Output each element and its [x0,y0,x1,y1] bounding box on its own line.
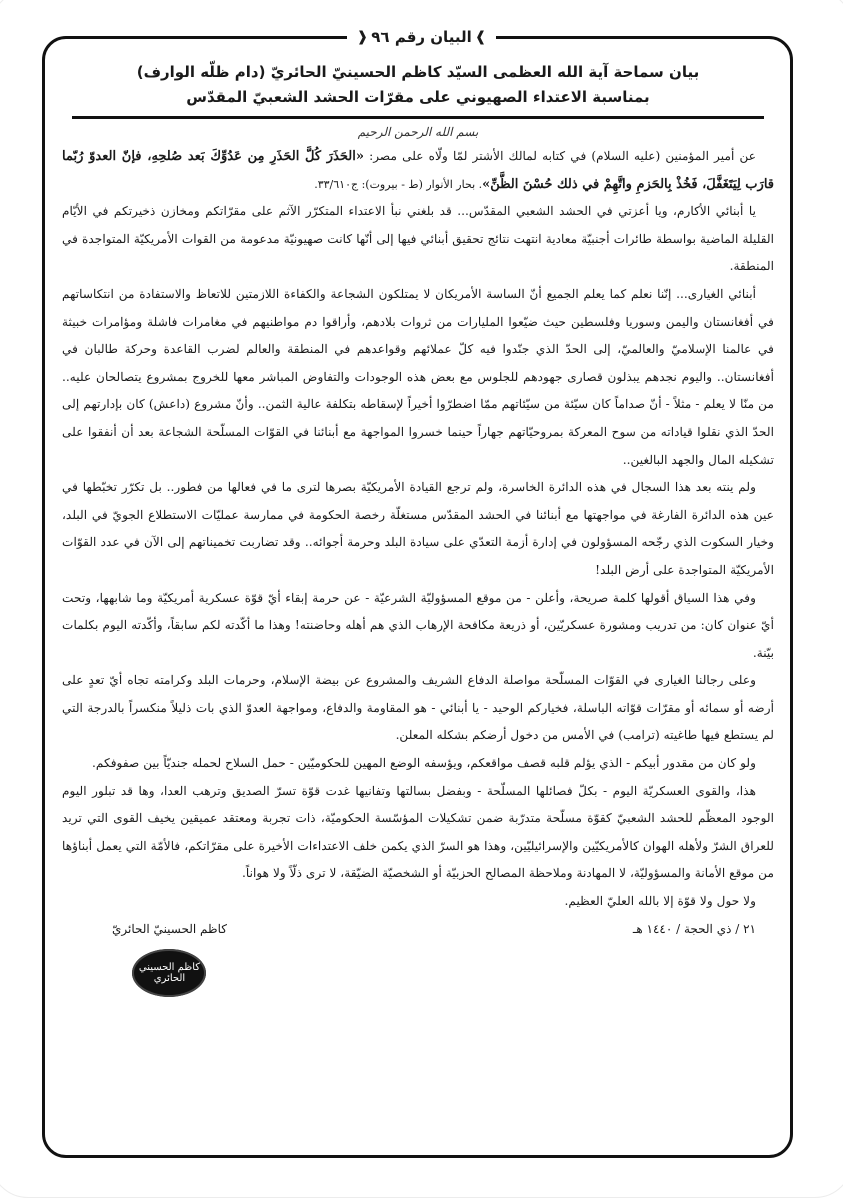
title-divider [72,116,764,119]
title-line-1: بيان سماحة آية الله العظمى السيّد كاظم الحسينيّ الحائريّ (دام ظلّه الوارف) [136,63,700,81]
closing-line: ولا حول ولا قوّة إلا بالله العليّ العظيم. [564,894,756,909]
intro-reference: . بحار الأنوار (ط - بيروت): ج٣٣/٦١٠. [314,177,483,191]
intro-paragraph [62,143,774,198]
body-paragraph: ولم ينته بعد هذا السجال في هذه الدائرة الخاسرة، ولم ترجع القيادة الأمريكيّة بصرها لترى ما في فعالها من فطور.. بل تكرّر تخبّطها في عين هذه الدائرة الفارغة في مواجهتها مع أبنائنا في الحشد المقدّس مستغلّة رخصة الحكومة في ممارسة عمليّات الاستطلاع الجويّ في البلد، وخيار السكوت الذي رجّحه المسؤولون في إدارة أزمة التعدّي على سيادة البلد وحرمة أجوائه.. وقد تضاربت تخميناتهم إلى الآن في عدد القوّات الأمريكيّة المتواجدة على أرض البلد! [62,480,774,577]
seal-stamp-icon [132,949,206,997]
document-body [62,60,774,997]
footer [62,917,774,997]
header-rule-left [117,36,347,39]
statement-number-header [0,30,843,44]
body-paragraph: وفي هذا السياق أقولها كلمة صريحة، وأعلن - من موقع المسؤوليّة الشرعيّة - عن حرمة إبقاء أيّ قوّة عسكرية أمريكيّة وما شابهها، وتحت أيّ عنوان كان: من تدريب ومشورة عسكريّين، أو ذريعة مكافحة الإرهاب الذي هم أهله وحاضنته! وهذا ما أكّدته لكم سابقاً، وأكّدته اليوم بكلمات بيّنة. [62,590,774,660]
seal-text: كاظم الحسيني الحائري [138,962,201,985]
body-paragraph: هذا، والقوى العسكريّة اليوم - بكلّ فصائلها المسلّحة - وبفضل بسالتها وتفانيها غدت قوّة تسرّ الصديق وترهب العدا، وها قد تبلور اليوم الوجود المعظّم للحشد الشعبيّ كقوّة مسلّحة متدرّبة ضمن تشكيلات المؤسّسة الحكوميّة، ذات تجربة ومعتقد عميقين يخيف القوى التي تريد للعراق الشرّ ولأهله الهوان كالأمريكيّين والإسرائيليّين، وهذا هو السرّ الذي يكمن خلف الاعتداءات الأخيرة على مقرّاتكم، فالأمّة التي يعمل أبناؤها من موقع الأمانة والمسؤوليّة، لا المهادنة وملاحظة المصالح الحزبيّة أو الشخصيّة الضيّقة، لا ترى ذلّاً ولا هواناً. [62,783,774,881]
body-paragraph: أبنائي الغيارى... إنّنا نعلم كما يعلم الجميع أنّ الساسة الأمريكان لا يمتلكون الشجاعة والكفاءة اللازمتين للاتعاظ والاستفادة من انتكاساتهم في أفغانستان واليمن وسوريا وفلسطين حيث ضيّعوا المليارات من ثروات بلادهم، وأراقوا دم مواطنيهم في مغامرات فاشلة ومؤامرات خبيثة في عالمنا الإسلاميّ والعالميّ، إلى الحدّ الذي جنّدوا فيه كلّ عملائهم وقواعدهم في المنطقة والعالم لضرب القاعدة وحركة طالبان في أفغانستان.. واليوم نجدهم يبذلون قصارى جهودهم للجلوس مع بعض هذه الوجودات والتفاوض المباشر معها للخروج بمشروع يتصالحان عليه.. من منّا لا يعلم - مثلاً - أنّ صداماً كان سيّئة من سيّئاتهم ممّا اضطرّوا أخيراً لإسقاطه بتكلفة عالية الثمن.. وأنّ مشروع (داعش) كان بإدارتهم إلى الحدّ الذي نقلوا قياداته من سوح المعركة بمروحيّاتهم جهاراً حينما خسروا المواجهة مع أبنائنا في القوّات المسلّحة الشجاعة بعد أن أنفقوا على تشكيله المال والجهد البالغين.. [62,286,774,467]
body-paragraph: ولو كان من مقدور أبيكم - الذي يؤلم قلبه قصف مواقعكم، ويؤسفه الوضع المهين للحكوميّين - حمل السلاح لحمله جنديّاً بين صفوفكم. [91,756,756,771]
body-paragraph: وعلى رجالنا الغيارى في القوّات المسلّحة مواصلة الدفاع الشريف والمشروع عن بيضة الإسلام، وحرمات البلد وكرامته تجاه أيّ تعدٍ على أرضه أو سمائه أو مقرّات قوّاته الباسلة، فخياركم الوحيد - يا أبنائي - هو المقاومة والدفاع، ومواجهة العدوّ الذي بات ذليلاً منكسراً بالدرجة التي لم يستطع فيها طاغيته (ترامب) في الأمس من دخول أرضكم بشكله المعلن. [62,673,774,743]
intro-lead: عن أمير المؤمنين (عليه السلام) في كتابه لمالك الأشتر لمّا ولّاه على مصر: [364,149,756,163]
signature-name: كاظم الحسينيّ الحائريّ [112,922,227,937]
intro-quote: «الحَذَرَ كُلَّ الحَذَرِ مِن عَدُوِّكَ بَعد صُلحِهِ، فإنّ العدوّ رُبّما قارَب لِيَتَغَفَّلَ، فَخُذْ بِالحَزمِ واتَّهِمْ في ذلك حُسْنَ الظَّنِّ» [62,149,774,192]
statement-number-label [347,28,497,46]
title-line-2: بمناسبة الاعتداء الصهيوني على مقرّات الحشد الشعبيّ المقدّس [186,88,650,106]
body-paragraph: يا أبنائي الأكارم، ويا أعزتي في الحشد الشعبي المقدّس... قد بلغني نبأ الاعتداء المتكرّر الآثم على مقرّاتكم ومخازن ذخيرتكم في الأيّام القليلة الماضية بواسطة طائرات أجنبيّة معادية انتهت نتائج تحقيق أبنائي فيها إلى أنّها كانت صهيونيّة مدعومة من القوات الأمريكيّة المتواجدة في المنطقة. [62,204,774,274]
statement-number-text: البيان رقم ٩٦ [371,28,472,46]
header-rule-right [496,36,726,39]
signature-block [112,917,227,997]
ornament-icon-left: ❰ [356,29,369,45]
basmala: بسم الله الرحمن الرحيم [357,125,479,139]
ornament-icon-right: ❱ [474,29,487,45]
document-date: ٢١ / ذي الحجة / ١٤٤٠ هـ [632,922,756,937]
